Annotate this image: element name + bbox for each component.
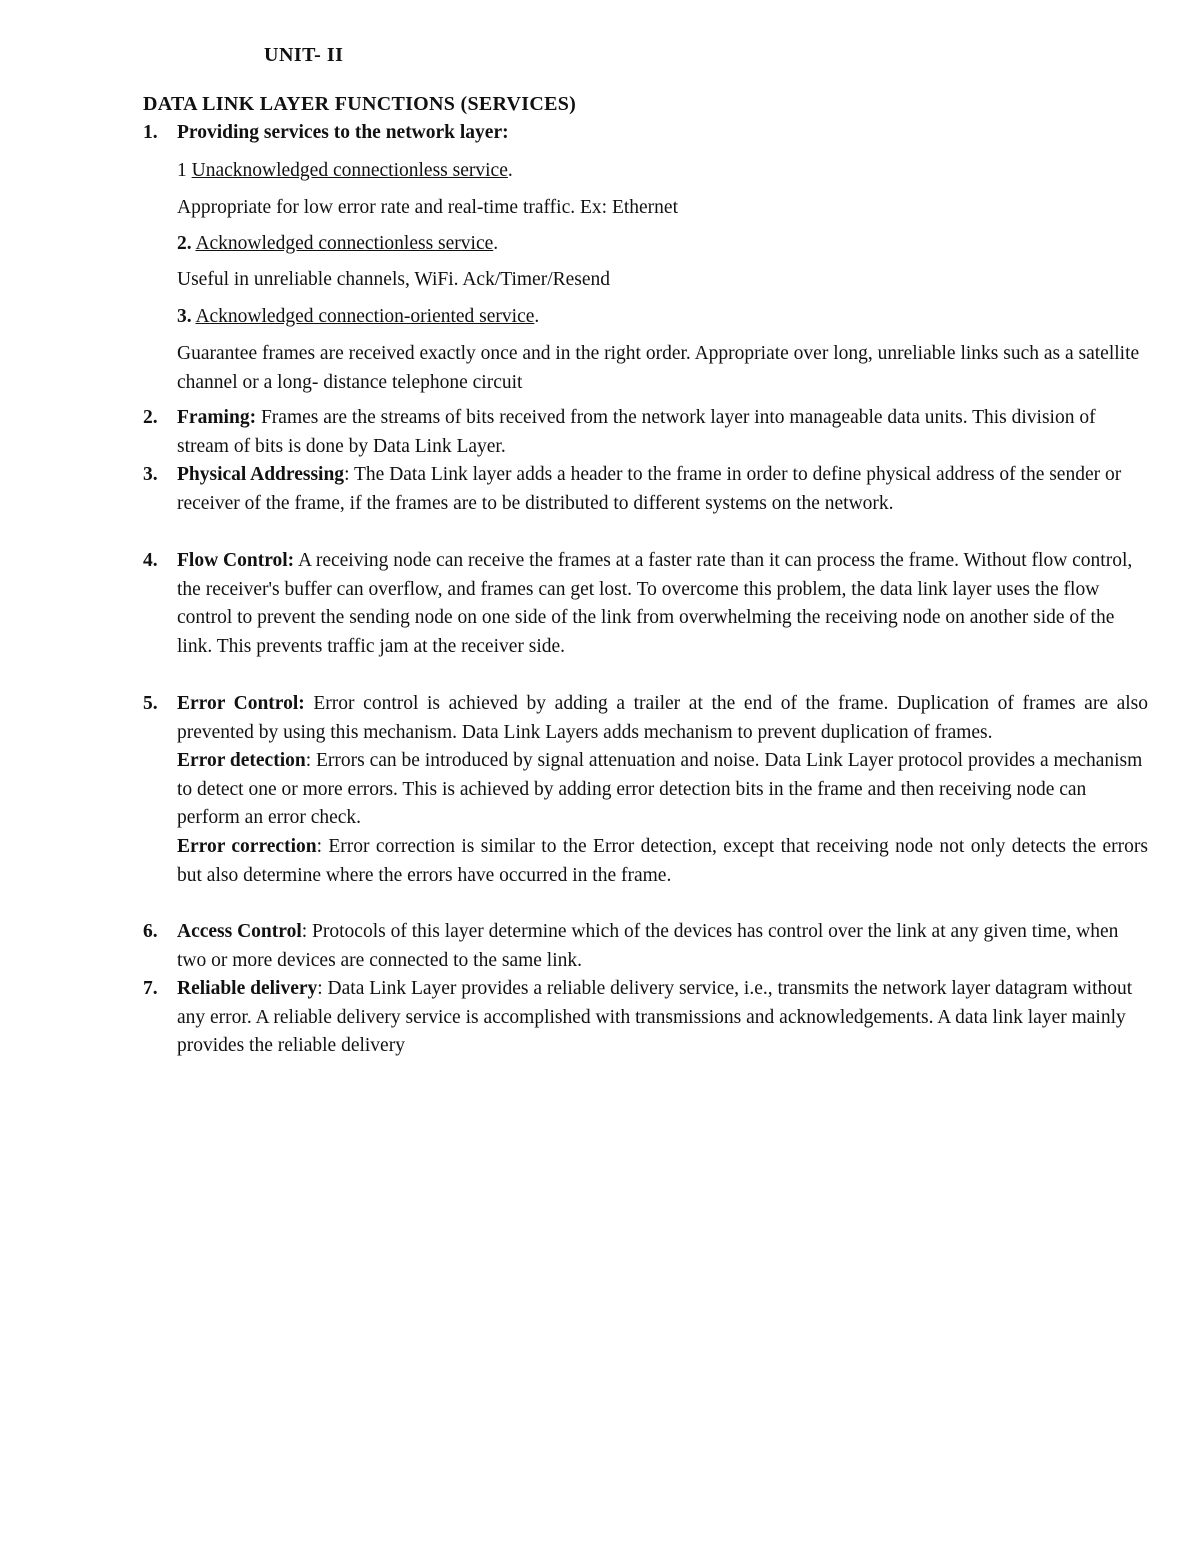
- sub-label: Unacknowledged connectionless service: [191, 160, 508, 181]
- item-term: Error Control:: [177, 693, 305, 714]
- error-correction-term: Error correction: [177, 835, 317, 857]
- sub-number: 3.: [177, 306, 192, 327]
- list-number: 7.: [143, 978, 158, 999]
- section-title: DATA LINK LAYER FUNCTIONS (SERVICES): [143, 93, 577, 115]
- sub-description: Useful in unreliable channels, WiFi. Ack/Timer/Resend: [177, 269, 611, 290]
- sub-description: Guarantee frames are received exactly once and in the right order. Appropriate over long, unreliable links such as a satellite channel or a long- distance telephone circuit: [177, 343, 1140, 393]
- error-correction-text: : Error correction is similar to the Error detection, except that receiving node not only detects the errors but also determine where the errors have occurred in the frame.: [177, 835, 1148, 886]
- sub-item-2: [177, 230, 1147, 259]
- list-number: 1.: [143, 122, 158, 143]
- item-text: : Data Link Layer provides a reliable delivery service, i.e., transmits the network layer datagram without any error. A reliable delivery service is accomplished with transmissions and acknowledgements. A data link layer mainly provides the reliable delivery: [177, 978, 1133, 1057]
- sub-item-3: [177, 303, 1147, 332]
- list-item-7: [143, 975, 1148, 1061]
- sub-description: Appropriate for low error rate and real-time traffic. Ex: Ethernet: [177, 197, 678, 218]
- sub-label-end: .: [507, 160, 513, 181]
- list-item-4: [143, 547, 1148, 661]
- item-text: : The Data Link layer adds a header to the frame in order to define physical address of the sender or receiver of the frame, if the frames are to be distributed to different systems on the network.: [177, 464, 1122, 514]
- sub-number: 1: [177, 160, 187, 181]
- list-item-5: [143, 690, 1148, 890]
- item-text: : Protocols of this layer determine which of the devices has control over the link at any given time, when two or more devices are connected to the same link.: [177, 921, 1119, 971]
- sub-item-3-description: [177, 340, 1147, 397]
- item-term: Access Control: [177, 921, 302, 942]
- sub-label: Acknowledged connectionless service: [195, 233, 494, 254]
- error-detection-term: Error detection: [177, 750, 306, 772]
- item-term: Framing:: [177, 407, 257, 428]
- list-item-2: [143, 404, 1148, 461]
- item-term: Flow Control:: [177, 550, 295, 571]
- list-number: 4.: [143, 550, 158, 571]
- sub-label-end: .: [534, 306, 540, 327]
- error-detection-text: : Errors can be introduced by signal attenuation and noise. Data Link Layer protocol provides a mechanism to detect one or more errors. This is achieved by adding error detection bits in the frame and then receiving node can perform an error check.: [177, 750, 1143, 829]
- sub-item-2-description: [177, 266, 1147, 295]
- sub-item-1: [177, 157, 1147, 186]
- item-text: A receiving node can receive the frames at a faster rate than it can process the frame. Without flow control, the receiver's buffer can overflow, and frames can get lost. To overcome this problem, the data link layer uses the flow control to prevent the sending node on one side of the link from overwhelming the receiving node on another side of the link. This prevents traffic jam at the receiver side.: [177, 550, 1133, 657]
- item-heading: Providing services to the network layer:: [177, 122, 509, 143]
- item-text: Error control is achieved by adding a trailer at the end of the frame. Duplication of frames are also prevented by using this mechanism. Data Link Layers adds mechanism to prevent duplication of frames.: [177, 693, 1149, 743]
- list-number: 6.: [143, 921, 158, 942]
- list-item-1: [143, 119, 1148, 148]
- list-number: 3.: [143, 464, 158, 485]
- sub-label: Acknowledged connection-oriented service: [195, 306, 535, 327]
- list-item-3: [143, 461, 1148, 518]
- list-number: 5.: [143, 693, 158, 714]
- item-text: Frames are the streams of bits received from the network layer into manageable data units. This division of stream of bits is done by Data Link Layer.: [177, 407, 1096, 457]
- item-term: Physical Addressing: [177, 464, 345, 485]
- sub-label-end: .: [493, 233, 499, 254]
- item-term: Reliable delivery: [177, 978, 318, 999]
- list-item-6: [143, 918, 1148, 975]
- sub-item-1-description: [177, 194, 1147, 223]
- sub-number: 2.: [177, 233, 192, 254]
- list-number: 2.: [143, 407, 158, 428]
- unit-title: UNIT- II: [264, 44, 344, 66]
